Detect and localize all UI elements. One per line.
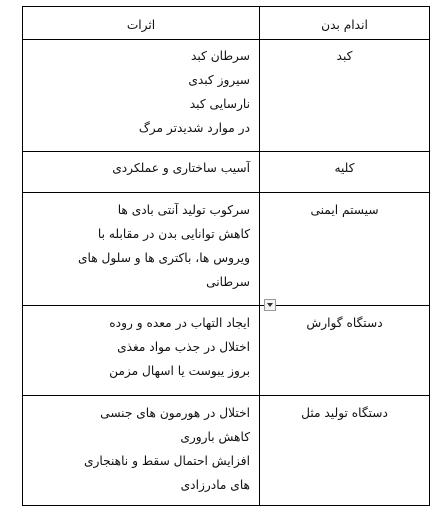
effect-item: سرطان کبد xyxy=(190,49,250,63)
chevron-down-icon xyxy=(267,303,273,307)
organ-cell: دستگاه گوارش xyxy=(260,306,430,396)
effect-item: سیروز کبدی xyxy=(188,73,250,87)
effect-item: افزایش احتمال سقط و ناهنجاری xyxy=(83,454,250,468)
effect-item: کاهش باروری xyxy=(180,430,250,444)
table-row xyxy=(23,40,430,152)
table-row xyxy=(23,152,430,193)
row-dropdown-button[interactable] xyxy=(264,299,276,311)
effect-item: اختلال در هورمون های جنسی xyxy=(100,406,250,420)
organ-effects-table xyxy=(22,6,430,506)
effect-item: نارسایی کبد xyxy=(189,97,250,111)
table-row xyxy=(23,193,430,306)
effect-item: اختلال در جذب مواد مغذی xyxy=(117,340,250,354)
effect-item: های مادرزادی xyxy=(180,478,250,492)
effects-cell xyxy=(23,40,260,152)
effect-item: آسیب ساختاری و عملکردی xyxy=(112,161,250,175)
organ-cell: دستگاه تولید مثل xyxy=(260,396,430,506)
effect-item: ویروس ها، باکتری ها و سلول های xyxy=(77,251,250,265)
effects-cell xyxy=(23,152,260,193)
effects-cell xyxy=(23,306,260,396)
table-row xyxy=(23,306,430,396)
header-organ-cell: اندام بدن xyxy=(260,7,430,40)
header-effects-cell: اثرات xyxy=(23,7,260,40)
effect-item: در موارد شدیدتر مرگ xyxy=(138,121,250,135)
organ-cell: کلیه xyxy=(260,152,430,193)
organ-cell: سیستم ایمنی xyxy=(260,193,430,306)
effect-item: کاهش توانایی بدن در مقابله با xyxy=(97,227,250,241)
effects-cell xyxy=(23,396,260,506)
effects-cell xyxy=(23,193,260,306)
effect-item: سرطانی xyxy=(206,275,250,289)
table-header-row xyxy=(23,7,430,40)
effect-item: بروز یبوست یا اسهال مزمن xyxy=(109,364,250,378)
organ-cell: کبد xyxy=(260,40,430,152)
effect-item: سرکوب تولید آنتی بادی ها xyxy=(117,203,250,217)
table-row xyxy=(23,396,430,506)
effect-item: ایجاد التهاب در معده و روده xyxy=(109,316,250,330)
